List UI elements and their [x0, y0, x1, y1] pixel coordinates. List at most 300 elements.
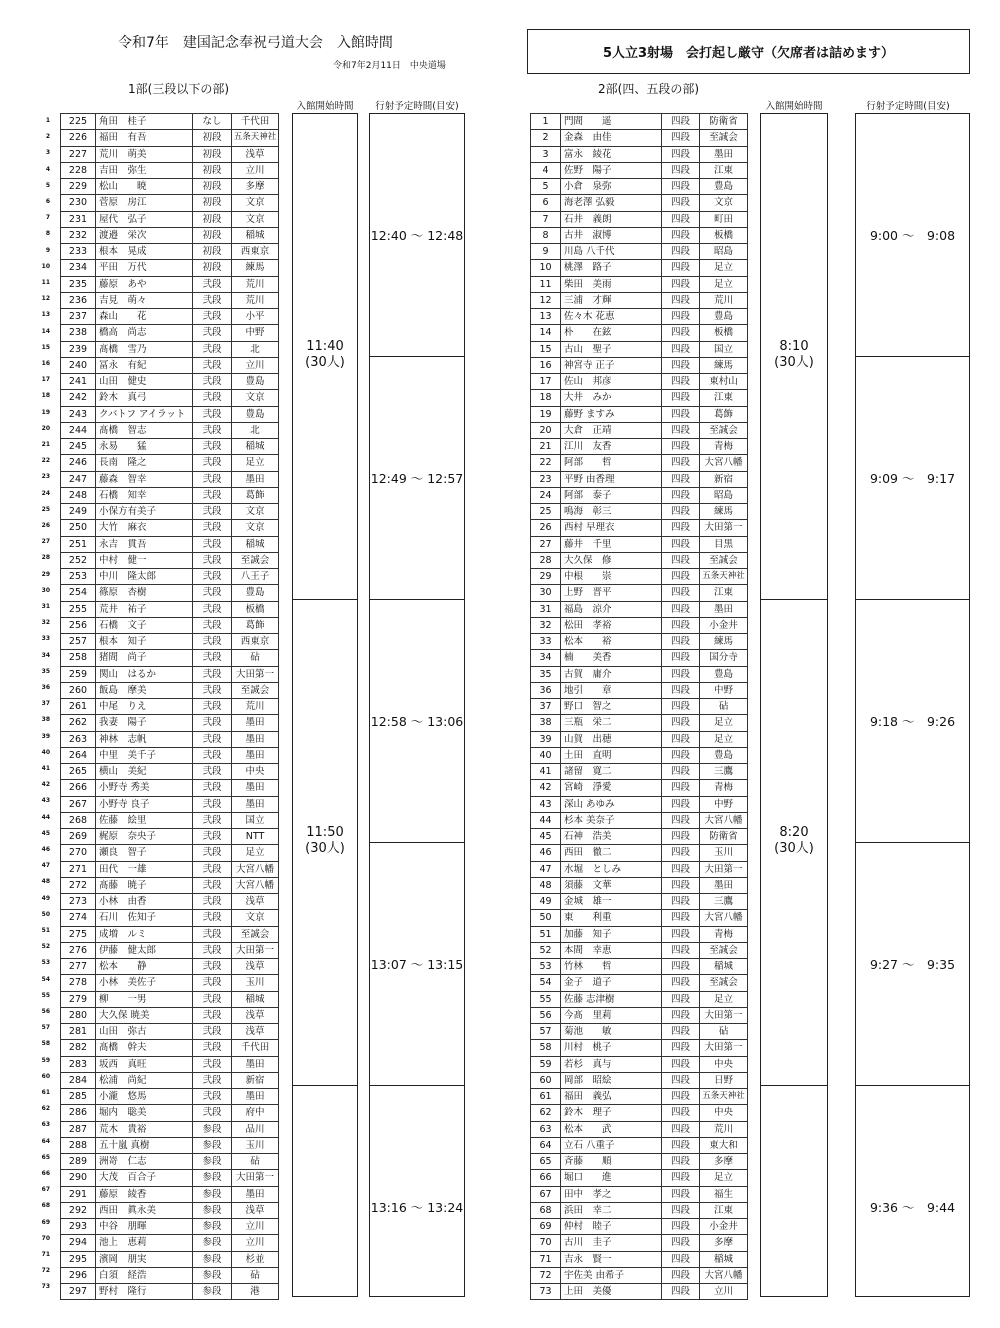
- division1-entry-count: (30人): [305, 355, 345, 370]
- entry-number: 286: [61, 1105, 96, 1121]
- competitor-name: 今髙 里莉: [561, 1007, 662, 1023]
- competitor-name: 藤井 千里: [561, 536, 662, 552]
- row-index: 63: [41, 1121, 50, 1129]
- club: 五条天神社: [232, 130, 279, 146]
- rank: 四段: [662, 1186, 700, 1202]
- rank: 弐段: [193, 569, 232, 585]
- entry-number: 296: [61, 1267, 96, 1283]
- table-row: [531, 1170, 748, 1186]
- competitor-name: 我妻 陽子: [96, 715, 193, 731]
- entry-number: 43: [531, 796, 561, 812]
- entry-number: 273: [61, 894, 96, 910]
- rank: 四段: [662, 829, 700, 845]
- entry-number: 53: [531, 959, 561, 975]
- table-row: [531, 1202, 748, 1218]
- competitor-name: 柳 一男: [96, 991, 193, 1007]
- rank: 四段: [662, 325, 700, 341]
- entry-number: 272: [61, 877, 96, 893]
- entry-number: 4: [531, 162, 561, 178]
- table-row: [531, 1267, 748, 1283]
- rank: 弐段: [193, 357, 232, 373]
- table-row: [61, 195, 279, 211]
- division1-roster-table: [60, 113, 279, 1300]
- row-index: 68: [41, 1202, 50, 1210]
- table-row: [531, 764, 748, 780]
- entry-number: 277: [61, 959, 96, 975]
- entry-number: 225: [61, 114, 96, 130]
- table-row: [531, 357, 748, 373]
- competitor-name: 中村 健一: [96, 552, 193, 568]
- row-index: 69: [41, 1218, 50, 1226]
- competitor-name: 中根 崇: [561, 569, 662, 585]
- club: 江東: [700, 1202, 748, 1218]
- entry-number: 46: [531, 845, 561, 861]
- club: 国立: [700, 341, 748, 357]
- entry-number: 31: [531, 601, 561, 617]
- rank: 弐段: [193, 894, 232, 910]
- competitor-name: 吉見 萌々: [96, 292, 193, 308]
- entry-number: 251: [61, 536, 96, 552]
- club: 浅草: [232, 146, 279, 162]
- division2-entry-count: (30人): [774, 355, 814, 370]
- row-index: 15: [41, 343, 50, 351]
- rank: 四段: [662, 292, 700, 308]
- club: 豊島: [700, 309, 748, 325]
- rank: 四段: [662, 1121, 700, 1137]
- competitor-name: 永吉 貫吾: [96, 536, 193, 552]
- row-index: 57: [41, 1024, 50, 1032]
- table-row: [531, 601, 748, 617]
- competitor-name: 鳴海 彰三: [561, 504, 662, 520]
- rank: 四段: [662, 195, 700, 211]
- rank: 弐段: [193, 1105, 232, 1121]
- rank: 四段: [662, 504, 700, 520]
- rank: 弐段: [193, 666, 232, 682]
- competitor-name: 岡部 昭絵: [561, 1072, 662, 1088]
- table-row: [61, 406, 279, 422]
- club: 大宮八幡: [700, 910, 748, 926]
- table-row: [61, 780, 279, 796]
- table-row: [531, 780, 748, 796]
- table-row: [61, 146, 279, 162]
- entry-number: 247: [61, 471, 96, 487]
- table-row: [531, 682, 748, 698]
- entry-number: 9: [531, 244, 561, 260]
- d2-shooting-block: 9:09 ～ 9:17: [869, 470, 956, 486]
- club: 墨田: [232, 471, 279, 487]
- competitor-name: 五十嵐 真樹: [96, 1137, 193, 1153]
- division1-entry-time: 11:40: [306, 339, 344, 354]
- rank: 弐段: [193, 877, 232, 893]
- entry-number: 66: [531, 1170, 561, 1186]
- rank: 四段: [662, 617, 700, 633]
- competitor-name: 大井 みか: [561, 390, 662, 406]
- rank: 四段: [662, 1235, 700, 1251]
- club: 大宮八幡: [232, 861, 279, 877]
- d1-shooting-block: 13:07 ～ 13:15: [370, 956, 464, 972]
- d1-shooting-block: 12:40 ～ 12:48: [370, 227, 464, 243]
- competitor-name: 佐野 陽子: [561, 162, 662, 178]
- rank: 弐段: [193, 471, 232, 487]
- competitor-name: 中尾 りえ: [96, 699, 193, 715]
- entry-number: 13: [531, 309, 561, 325]
- entry-number: 291: [61, 1186, 96, 1202]
- entry-number: 67: [531, 1186, 561, 1202]
- club: 防衛省: [700, 829, 748, 845]
- entry-number: 26: [531, 520, 561, 536]
- rank: 初段: [193, 244, 232, 260]
- rank: 四段: [662, 552, 700, 568]
- club: 稲城: [700, 959, 748, 975]
- rank: 参段: [193, 1170, 232, 1186]
- rank: 弐段: [193, 926, 232, 942]
- rank: 四段: [662, 585, 700, 601]
- rank: 四段: [662, 309, 700, 325]
- table-row: [531, 747, 748, 763]
- club: 新宿: [700, 471, 748, 487]
- entry-number: 256: [61, 617, 96, 633]
- table-row: [531, 569, 748, 585]
- table-row: [61, 114, 279, 130]
- club: 大宮八幡: [232, 877, 279, 893]
- rank: 弐段: [193, 1024, 232, 1040]
- club: 小平: [232, 309, 279, 325]
- entry-number: 45: [531, 829, 561, 845]
- table-row: [531, 1251, 748, 1267]
- competitor-name: 金森 由佳: [561, 130, 662, 146]
- club: 浅草: [232, 1024, 279, 1040]
- entry-number: 292: [61, 1202, 96, 1218]
- competitor-name: 桃澤 路子: [561, 260, 662, 276]
- rank: 参段: [193, 1219, 232, 1235]
- entry-number: 227: [61, 146, 96, 162]
- competitor-name: 西田 徹二: [561, 845, 662, 861]
- entry-number: 284: [61, 1072, 96, 1088]
- row-index: 55: [41, 991, 50, 999]
- club: 足立: [700, 731, 748, 747]
- entry-number: 51: [531, 926, 561, 942]
- competitor-name: 髙藤 暁子: [96, 877, 193, 893]
- club: 荒川: [700, 1121, 748, 1137]
- club: 青梅: [700, 780, 748, 796]
- table-row: [531, 1186, 748, 1202]
- table-row: [61, 877, 279, 893]
- entry-number: 5: [531, 179, 561, 195]
- competitor-name: 髙橋 智志: [96, 422, 193, 438]
- entry-number: 35: [531, 666, 561, 682]
- entry-number: 3: [531, 146, 561, 162]
- club: 昭島: [700, 487, 748, 503]
- club: 稲城: [232, 227, 279, 243]
- rank: 弐段: [193, 617, 232, 633]
- club: 青梅: [700, 926, 748, 942]
- table-row: [531, 1284, 748, 1300]
- club: 大田第一: [700, 520, 748, 536]
- table-row: [531, 877, 748, 893]
- competitor-name: 山田 健史: [96, 374, 193, 390]
- table-row: [61, 471, 279, 487]
- table-row: [531, 341, 748, 357]
- rank: 弐段: [193, 1040, 232, 1056]
- club: 大宮八幡: [700, 812, 748, 828]
- club: 多摩: [700, 1154, 748, 1170]
- table-row: [531, 796, 748, 812]
- club: 大宮八幡: [700, 455, 748, 471]
- competitor-name: 長南 隆之: [96, 455, 193, 471]
- table-row: [531, 1024, 748, 1040]
- entry-number: 232: [61, 227, 96, 243]
- competitor-name: 野村 隆行: [96, 1284, 193, 1300]
- entry-number: 28: [531, 552, 561, 568]
- competitor-name: 伊藤 健太郎: [96, 942, 193, 958]
- table-row: [531, 520, 748, 536]
- competitor-name: 浜田 幸二: [561, 1202, 662, 1218]
- rank: 弐段: [193, 325, 232, 341]
- table-row: [61, 276, 279, 292]
- rank: 弐段: [193, 812, 232, 828]
- entry-number: 226: [61, 130, 96, 146]
- entry-number: 11: [531, 276, 561, 292]
- rank: 四段: [662, 276, 700, 292]
- competitor-name: 菅原 房江: [96, 195, 193, 211]
- rank: 四段: [662, 1154, 700, 1170]
- club: 立川: [232, 1235, 279, 1251]
- table-row: [61, 227, 279, 243]
- club: 国立: [232, 812, 279, 828]
- competitor-name: 神宮寺 正子: [561, 357, 662, 373]
- table-row: [61, 959, 279, 975]
- competitor-name: 山賀 出穂: [561, 731, 662, 747]
- entry-number: 38: [531, 715, 561, 731]
- entry-number: 239: [61, 341, 96, 357]
- table-row: [61, 309, 279, 325]
- table-row: [531, 1219, 748, 1235]
- table-row: [531, 1235, 748, 1251]
- rank: 弐段: [193, 585, 232, 601]
- entry-number: 261: [61, 699, 96, 715]
- entry-number: 23: [531, 471, 561, 487]
- rank: 四段: [662, 1251, 700, 1267]
- table-row: [531, 195, 748, 211]
- rank: 四段: [662, 406, 700, 422]
- table-row: [531, 845, 748, 861]
- table-row: [531, 422, 748, 438]
- table-row: [531, 829, 748, 845]
- row-index: 56: [41, 1008, 50, 1015]
- competitor-name: 大久保 暁美: [96, 1007, 193, 1023]
- entry-number: 37: [531, 699, 561, 715]
- club: 至誠会: [232, 552, 279, 568]
- competitor-name: 深山 あゆみ: [561, 796, 662, 812]
- row-index: 47: [41, 862, 50, 870]
- row-index: 4: [45, 165, 50, 173]
- competitor-name: 根本 知子: [96, 634, 193, 650]
- club: 砧: [700, 699, 748, 715]
- entry-number: 18: [531, 390, 561, 406]
- rank: 四段: [662, 942, 700, 958]
- club: 浅草: [232, 894, 279, 910]
- club: 練馬: [700, 634, 748, 650]
- rank: 弐段: [193, 959, 232, 975]
- club: 文京: [232, 390, 279, 406]
- table-row: [61, 211, 279, 227]
- row-index: 65: [41, 1153, 50, 1161]
- table-row: [61, 1267, 279, 1283]
- entry-number: 21: [531, 439, 561, 455]
- club: 豊島: [700, 666, 748, 682]
- club: 至誠会: [700, 422, 748, 438]
- table-row: [531, 146, 748, 162]
- competitor-name: 上野 晋平: [561, 585, 662, 601]
- row-index: 35: [41, 667, 50, 675]
- table-row: [61, 942, 279, 958]
- club: 豊島: [232, 585, 279, 601]
- rank: 四段: [662, 877, 700, 893]
- rank: 弐段: [193, 292, 232, 308]
- table-row: [61, 861, 279, 877]
- row-index: 30: [41, 586, 50, 594]
- competitor-name: 鈴木 真弓: [96, 390, 193, 406]
- club: 杉並: [232, 1251, 279, 1267]
- entry-number: 48: [531, 877, 561, 893]
- table-row: [531, 666, 748, 682]
- competitor-name: 冨永 有紀: [96, 357, 193, 373]
- table-row: [61, 244, 279, 260]
- club: 墨田: [232, 1186, 279, 1202]
- table-row: [61, 1170, 279, 1186]
- club: 立川: [232, 1219, 279, 1235]
- row-index: 25: [41, 505, 50, 513]
- competitor-name: 荒木 貴裕: [96, 1121, 193, 1137]
- entry-number: 55: [531, 991, 561, 1007]
- entry-number: 34: [531, 650, 561, 666]
- club: 荒川: [700, 292, 748, 308]
- rank: 四段: [662, 601, 700, 617]
- rank: 四段: [662, 812, 700, 828]
- rank: 四段: [662, 244, 700, 260]
- row-index: 17: [41, 376, 50, 384]
- entry-number: 264: [61, 747, 96, 763]
- division1-label: 1部(三段以下の部): [128, 82, 229, 96]
- table-row: [531, 959, 748, 975]
- competitor-name: 西村 早理衣: [561, 520, 662, 536]
- competitor-name: 宇佐美 由希子: [561, 1267, 662, 1283]
- rank: 四段: [662, 959, 700, 975]
- d2-shooting-time-header: 行射予定時間(目安): [866, 101, 950, 112]
- entry-number: 290: [61, 1170, 96, 1186]
- entry-number: 25: [531, 504, 561, 520]
- table-row: [531, 1040, 748, 1056]
- row-index: 51: [41, 927, 50, 934]
- d2-shooting-block: 9:00 ～ 9:08: [869, 227, 956, 243]
- d2-entry-divider: [760, 1085, 828, 1086]
- row-index: 2: [45, 133, 50, 141]
- entry-number: 59: [531, 1056, 561, 1072]
- table-row: [531, 1137, 748, 1153]
- competitor-name: 福島 涼介: [561, 601, 662, 617]
- row-index: 52: [41, 943, 50, 951]
- table-row: [61, 1154, 279, 1170]
- table-row: [61, 1284, 279, 1300]
- competitor-name: 中川 隆太郎: [96, 569, 193, 585]
- d1-entry-time-header: 入館開始時間: [296, 101, 354, 112]
- club: 稲城: [700, 1251, 748, 1267]
- competitor-name: 若杉 真与: [561, 1056, 662, 1072]
- club: 墨田: [232, 747, 279, 763]
- rank: 弐段: [193, 309, 232, 325]
- table-row: [531, 942, 748, 958]
- competitor-name: 菊池 敏: [561, 1024, 662, 1040]
- entry-number: 7: [531, 211, 561, 227]
- competitor-name: 藤原 綾香: [96, 1186, 193, 1202]
- club: 玉川: [700, 845, 748, 861]
- competitor-name: 鈴木 理子: [561, 1105, 662, 1121]
- rank: 弐段: [193, 829, 232, 845]
- entry-number: 24: [531, 487, 561, 503]
- table-row: [531, 1007, 748, 1023]
- row-index: 3: [45, 149, 50, 157]
- rank: 四段: [662, 1040, 700, 1056]
- rank: 弐段: [193, 699, 232, 715]
- table-row: [61, 487, 279, 503]
- competitor-name: 成増 ルミ: [96, 926, 193, 942]
- entry-number: 255: [61, 601, 96, 617]
- table-row: [61, 731, 279, 747]
- table-row: [61, 699, 279, 715]
- table-row: [61, 1024, 279, 1040]
- table-row: [531, 309, 748, 325]
- club: 五条天神社: [700, 569, 748, 585]
- competitor-name: 水堀 としみ: [561, 861, 662, 877]
- club: 墨田: [232, 796, 279, 812]
- table-row: [61, 764, 279, 780]
- club: 葛飾: [232, 487, 279, 503]
- rank: 弐段: [193, 341, 232, 357]
- competitor-name: 大茂 百合子: [96, 1170, 193, 1186]
- division1-entry-time: 11:50: [306, 825, 344, 840]
- club: 足立: [700, 991, 748, 1007]
- rank: 四段: [662, 975, 700, 991]
- competitor-name: 三瓶 栄二: [561, 715, 662, 731]
- row-index: 58: [41, 1040, 50, 1048]
- entry-number: 12: [531, 292, 561, 308]
- entry-number: 58: [531, 1040, 561, 1056]
- table-row: [531, 1056, 748, 1072]
- table-row: [61, 1202, 279, 1218]
- row-index: 10: [41, 262, 50, 270]
- competitor-name: クバトフ アイラット: [96, 406, 193, 422]
- entry-number: 268: [61, 812, 96, 828]
- club: 至誠会: [232, 682, 279, 698]
- club: 中央: [700, 1056, 748, 1072]
- division2-entry-count: (30人): [774, 841, 814, 856]
- entry-number: 15: [531, 341, 561, 357]
- club: 墨田: [232, 780, 279, 796]
- rank: 四段: [662, 227, 700, 243]
- table-row: [61, 552, 279, 568]
- club: 中央: [700, 1105, 748, 1121]
- entry-number: 266: [61, 780, 96, 796]
- table-row: [531, 1089, 748, 1105]
- table-row: [61, 569, 279, 585]
- table-row: [531, 406, 748, 422]
- table-row: [531, 227, 748, 243]
- competitor-name: 海老澤 弘毅: [561, 195, 662, 211]
- table-row: [531, 325, 748, 341]
- table-row: [61, 1089, 279, 1105]
- entry-number: 65: [531, 1154, 561, 1170]
- club: 稲城: [232, 536, 279, 552]
